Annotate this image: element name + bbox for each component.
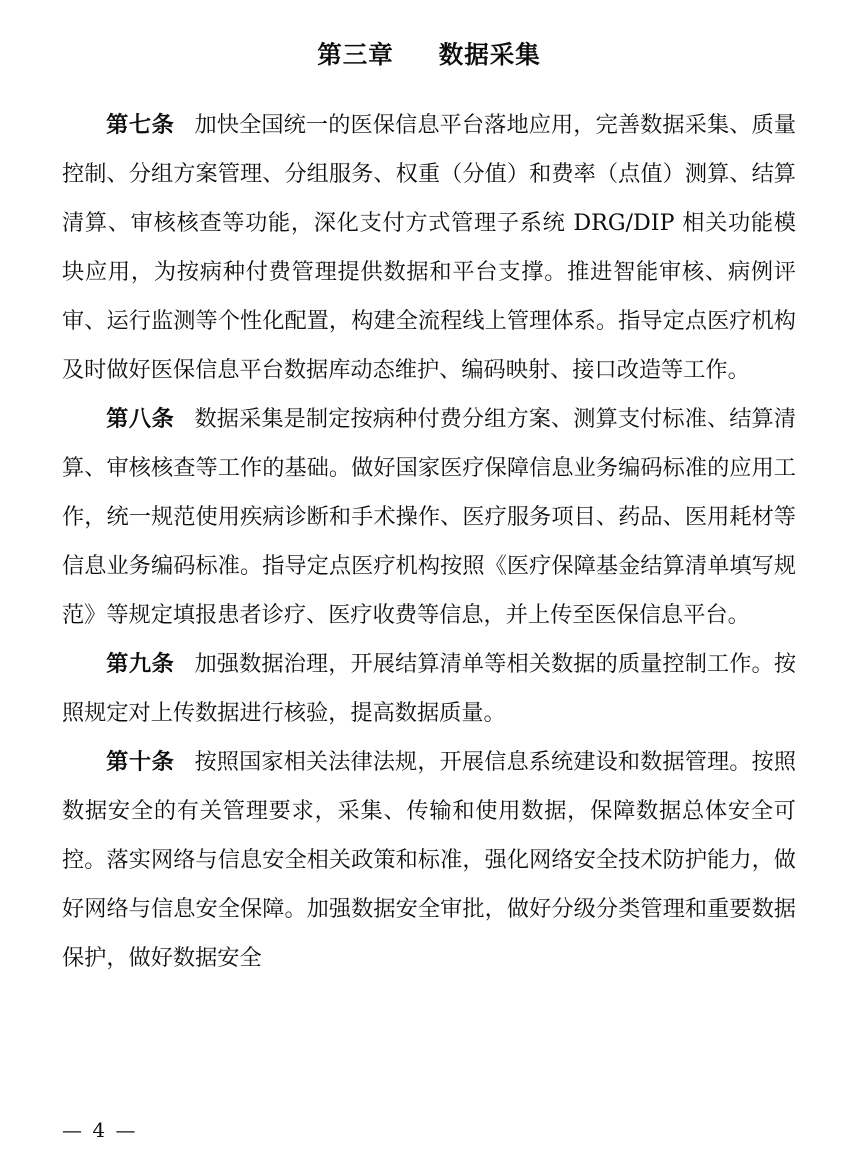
- paragraph-text: 数据采集是制定按病种付费分组方案、测算支付标准、结算清算、审核核查等工作的基础。做好国家医疗保障信息业务编码标准的应用工作，统一规范使用疾病诊断和手术操作、医疗服务项目、药品、医用耗材等信息业务编码标准。指导定点医疗机构按照《医疗保障基金结算清单填写规范》等规定填报患者诊疗、医疗收费等信息，并上传至医保信息平台。: [62, 406, 797, 628]
- chapter-heading-number: 第三章: [317, 40, 394, 69]
- article-label: 第八条: [106, 406, 175, 432]
- chapter-heading: [62, 36, 796, 71]
- article-label: 第七条: [106, 112, 175, 138]
- paragraph-text: 加快全国统一的医保信息平台落地应用，完善数据采集、质量控制、分组方案管理、分组服务、权重（分值）和费率（点值）测算、结算清算、审核核查等功能，深化支付方式管理子系统 DRG/DIP 相关功能模块应用，为按病种付费管理提供数据和平台支撑。推进智能审核、病例评审、运行监测等个性化配置，构建全流程线上管理体系。指导定点医疗机构及时做好医保信息平台数据库动态维护、编码映射、接口改造等工作。: [62, 112, 797, 383]
- paragraph-article-8: [62, 395, 796, 640]
- page-number: — 4 —: [62, 1118, 138, 1142]
- paragraph-article-7: [62, 101, 796, 395]
- article-label: 第九条: [106, 651, 175, 677]
- paragraph-article-10: [62, 738, 796, 983]
- paragraph-text: 加强数据治理，开展结算清单等相关数据的质量控制工作。按照规定对上传数据进行核验，提高数据质量。: [62, 651, 797, 726]
- paragraph-article-9: [62, 640, 796, 738]
- chapter-heading-text: 数据采集: [438, 40, 541, 69]
- article-label: 第十条: [106, 749, 175, 775]
- paragraph-text: 按照国家相关法律法规，开展信息系统建设和数据管理。按照数据安全的有关管理要求，采集、传输和使用数据，保障数据总体安全可控。落实网络与信息安全相关政策和标准，强化网络安全技术防护能力，做好网络与信息安全保障。加强数据安全审批，做好分级分类管理和重要数据保护，做好数据安全: [62, 749, 797, 971]
